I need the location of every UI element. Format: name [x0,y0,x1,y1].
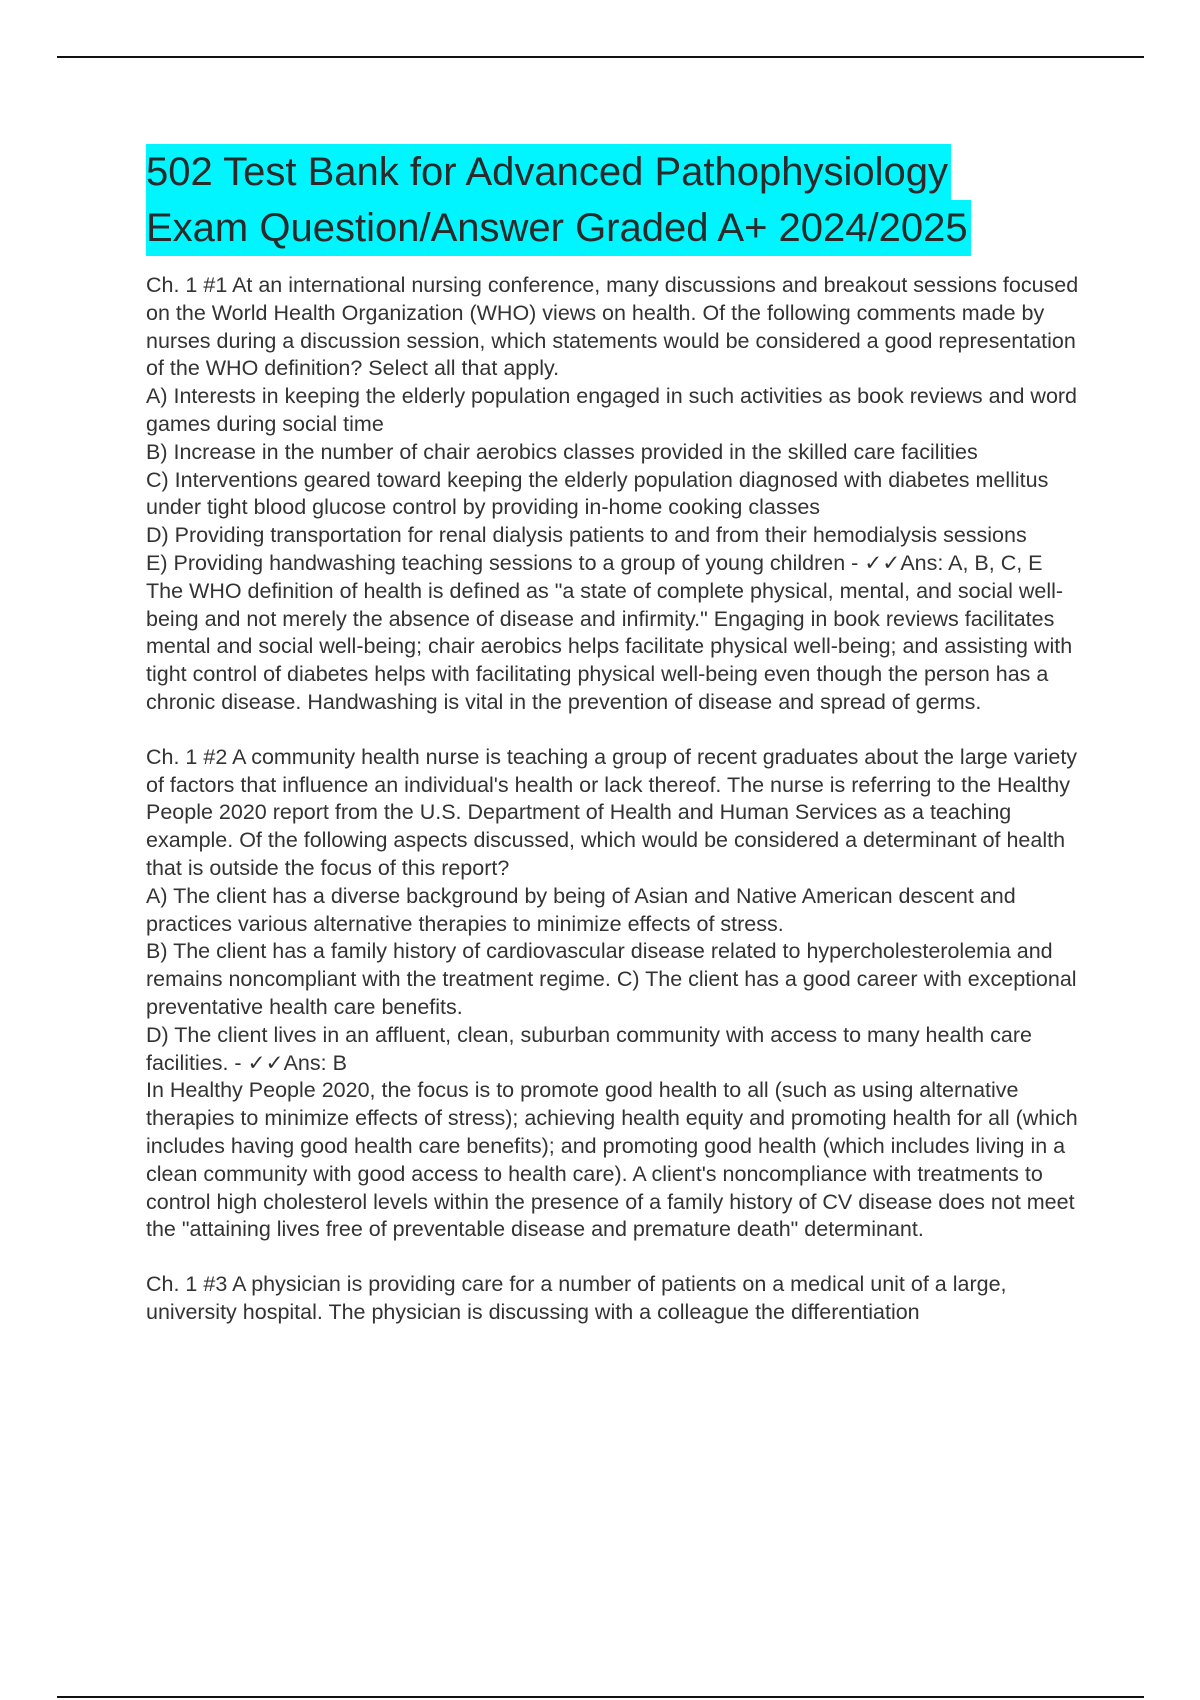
option-d-answer: D) The client lives in an affluent, clean, suburban community with access to many health care facilities. - ✓✓Ans: B [146,1022,1032,1075]
question-1 [146,272,1096,717]
option-b-c: B) The client has a family history of cardiovascular disease related to hypercholesterolemia and remains noncompliant with the treatment regime. C) The client has a good career with exceptional preventative health care benefits. [146,939,1077,1019]
question-stem: Ch. 1 #3 A physician is providing care for a number of patients on a medical unit of a large, university hospital. The physician is discussing with a colleague the differentiation [146,1272,1007,1324]
option-e-answer: E) Providing handwashing teaching sessions to a group of young children - ✓✓Ans: A, B, C, E [146,550,1043,575]
question-2 [146,744,1096,1244]
spacer [146,717,1096,744]
title-line-2: Exam Question/Answer Graded A+ 2024/2025 [146,200,971,256]
question-3 [146,1271,1096,1327]
document-title [146,144,1106,256]
document-body [146,272,1096,1327]
option-a: A) Interests in keeping the elderly population engaged in such activities as book reviews and word games during social time [146,384,1078,436]
rationale: In Healthy People 2020, the focus is to promote good health to all (such as using alternative therapies to minimize effects of stress); achieving health equity and promoting health for all (which includes having good health care benefits); and promoting good health (which includes living in a clean community with good access to health care). A client's noncompliance with treatments to control high cholesterol levels within the presence of a family history of CV disease does not meet the "attaining lives free of preventable disease and premature death" determinant. [146,1078,1078,1242]
question-stem: Ch. 1 #1 At an international nursing conference, many discussions and breakout sessions focused on the World Health Organization (WHO) views on health. Of the following comments made by nurses during a discussion session, which statements would be considered a good representation of the WHO definition? Select all that apply. [146,273,1079,381]
title-line-1: 502 Test Bank for Advanced Pathophysiology [146,144,951,200]
header-rule [57,56,1144,58]
option-c: C) Interventions geared toward keeping the elderly population diagnosed with diabetes mellitus under tight blood glucose control by providing in-home cooking classes [146,467,1049,520]
option-a: A) The client has a diverse background by being of Asian and Native American descent and practices various alternative therapies to minimize effects of stress. [146,883,1016,936]
option-b: B) Increase in the number of chair aerobics classes provided in the skilled care facilities [146,439,978,464]
option-d: D) Providing transportation for renal dialysis patients to and from their hemodialysis sessions [146,523,1027,548]
rationale: The WHO definition of health is defined as "a state of complete physical, mental, and social well-being and not merely the absence of disease and infirmity." Engaging in book reviews facilitates mental and social well-being; chair aerobics helps facilitate physical well-being; and assisting with tight control of diabetes helps with facilitating physical well-being even though the person has a chronic disease. Handwashing is vital in the prevention of disease and spread of germs. [146,578,1073,714]
question-stem: Ch. 1 #2 A community health nurse is teaching a group of recent graduates about the large variety of factors that influence an individual's health or lack thereof. The nurse is referring to the Healthy People 2020 report from the U.S. Department of Health and Human Services as a teaching example. Of the following aspects discussed, which would be considered a determinant of health that is outside the focus of this report? [146,744,1078,880]
footer-rule [57,1696,1144,1698]
spacer [146,1244,1096,1271]
